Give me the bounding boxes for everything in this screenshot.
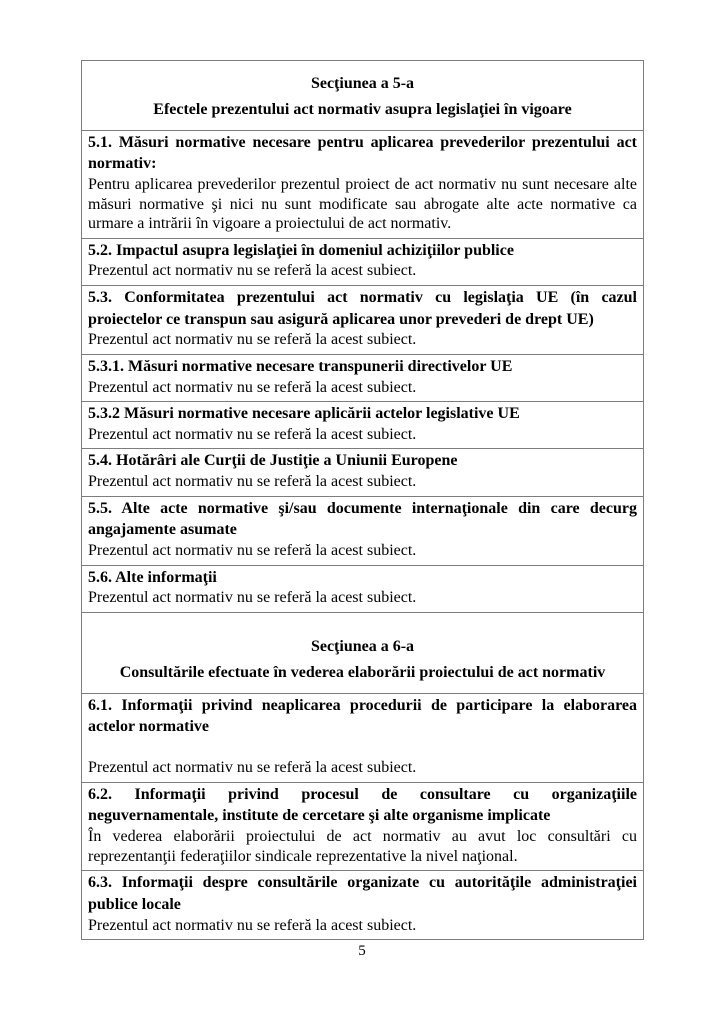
row-6-2-body: În vederea elaborării proiectului de act normativ au avut loc consultări cu reprezentanţii federaţiilor sindicale reprezentative la nivel naţional.: [88, 828, 637, 865]
row-5-3-2-body: Prezentul act normativ nu se referă la acest subiect.: [88, 425, 417, 443]
row-5-1-heading: 5.1. Măsuri normative necesare pentru aplicarea prevederilor prezentului act normativ:: [88, 133, 637, 173]
table-row-6-2: [82, 782, 643, 871]
table-row-5-4: [82, 448, 643, 495]
row-5-2-body: Prezentul act normativ nu se referă la acest subiect.: [88, 262, 417, 280]
row-5-6-body: Prezentul act normativ nu se referă la acest subiect.: [88, 589, 417, 607]
section-5a-subtitle: Efectele prezentului act normativ asupra legislaţiei în vigoare: [153, 100, 572, 118]
table-row-5-2: [82, 238, 643, 285]
row-5-5-heading: 5.5. Alte acte normative şi/sau documente internaţionale din care decurg angajamente asumate: [88, 499, 637, 539]
row-6-3-heading: 6.3. Informaţii despre consultările organizate cu autorităţile administraţiei publice locale: [88, 874, 637, 913]
table-row-5-3: [82, 285, 643, 354]
table-row-5-6: [82, 565, 643, 612]
table-row-6-1: [82, 693, 643, 782]
row-6-3-body: Prezentul act normativ nu se referă la acest subiect.: [88, 916, 417, 934]
section-header-6a: [82, 612, 643, 693]
row-6-1-heading: 6.1. Informaţii privind neaplicarea procedurii de participare la elaborarea actelor normative: [88, 696, 637, 736]
row-5-4-heading: 5.4. Hotărâri ale Curţii de Justiţie a Uniunii Europene: [88, 452, 458, 470]
table-row-5-5: [82, 496, 643, 565]
row-5-3-1-heading: 5.3.1. Măsuri normative necesare transpunerii directivelor UE: [88, 357, 513, 375]
page-footer: [0, 942, 724, 960]
row-5-3-heading: 5.3. Conformitatea prezentului act normativ cu legislaţia UE (în cazul proiectelor ce transpun sau asigură aplicarea unor prevederi de drept UE): [88, 288, 637, 328]
row-5-4-body: Prezentul act normativ nu se referă la acest subiect.: [88, 473, 417, 491]
row-5-3-body: Prezentul act normativ nu se referă la acest subiect.: [88, 331, 417, 349]
row-5-6-heading: 5.6. Alte informaţii: [88, 568, 217, 586]
legal-form-table: [81, 60, 644, 940]
row-5-5-body: Prezentul act normativ nu se referă la acest subiect.: [88, 542, 417, 560]
section-5a-title: Secţiunea a 5-a: [310, 75, 415, 92]
table-row-6-3: [82, 870, 643, 939]
page-number: 5: [358, 943, 366, 959]
row-5-3-2-heading: 5.3.2 Măsuri normative necesare aplicării actelor legislative UE: [88, 405, 520, 423]
row-6-2-heading: 6.2. Informaţii privind procesul de consultare cu organizaţiile neguvernamentale, institute de cercetare şi alte organisme implicate: [88, 785, 637, 825]
row-5-3-1-body: Prezentul act normativ nu se referă la acest subiect.: [88, 378, 417, 396]
table-row-5-1: [82, 130, 643, 238]
section-header-5a: [82, 61, 643, 130]
table-row-5-3-1: [82, 354, 643, 401]
section-6a-subtitle: Consultările efectuate în vederea elaborării proiectului de act normativ: [119, 663, 606, 681]
table-row-5-3-2: [82, 401, 643, 448]
row-5-2-heading: 5.2. Impactul asupra legislaţiei în domeniul achiziţiilor publice: [88, 241, 514, 259]
row-6-1-body: Prezentul act normativ nu se referă la acest subiect.: [88, 759, 417, 777]
row-5-1-body: Pentru aplicarea prevederilor prezentul proiect de act normativ nu sunt necesare alte măsuri normative şi nici nu sunt modificate sau abrogate alte acte normative ca urmare a intrării în vigoare a proiectului de act normativ.: [88, 176, 637, 233]
section-6a-title: Secţiunea a 6-a: [310, 638, 415, 655]
